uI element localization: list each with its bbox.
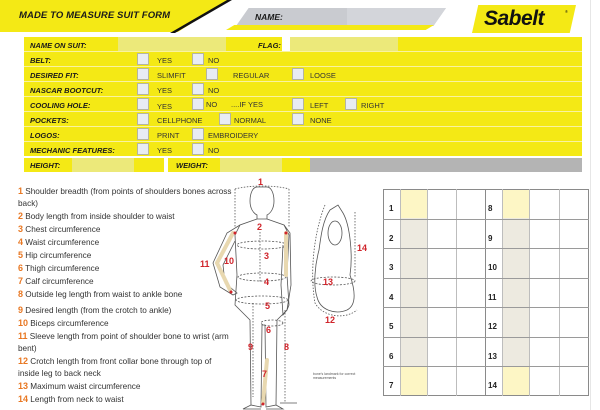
col-line: [502, 189, 503, 396]
row-number: 3: [389, 263, 394, 272]
cooling-hole-label: COOLING HOLE:: [30, 101, 91, 110]
figure-label-9: 9: [248, 342, 254, 352]
legend-item: 14 Length from neck to waist: [18, 394, 124, 404]
registered-mark: ®: [565, 9, 568, 14]
legend-item: 5 Hip circumference: [18, 250, 92, 260]
grey-bar: [310, 158, 582, 172]
legend-item: 2 Body length from inside shoulder to waist: [18, 211, 175, 221]
col-line: [427, 189, 428, 396]
row-number: 13: [488, 352, 497, 361]
form-title: MADE TO MEASURE SUIT FORM: [19, 10, 171, 21]
cooling-left-label: LEFT: [310, 101, 329, 110]
figure-label-13: 13: [323, 277, 334, 287]
flag-label: FLAG:: [258, 41, 281, 50]
bootcut-no-label: NO: [208, 86, 220, 95]
pockets-normal-checkbox[interactable]: [219, 113, 231, 125]
row-line: [383, 337, 589, 338]
row-line: [383, 307, 589, 308]
flag-input[interactable]: [290, 37, 398, 51]
row-line: [383, 219, 589, 220]
belt-label: BELT:: [30, 56, 51, 65]
mechanic-yes-label: YES: [157, 146, 173, 155]
figure-label-4: 4: [264, 277, 270, 287]
figure-label-3: 3: [264, 251, 270, 261]
bootcut-no-checkbox[interactable]: [192, 83, 204, 95]
row-divider: [24, 111, 282, 112]
row-divider: [282, 96, 582, 97]
nascar-bootcut-label: NASCAR BOOTCUT:: [30, 86, 104, 95]
row-number: 5: [389, 322, 394, 331]
row-number: 12: [488, 322, 497, 331]
row-divider: [24, 141, 282, 142]
mechanic-no-label: NO: [208, 146, 220, 155]
figure-label-10: 10: [224, 256, 235, 266]
row-divider: [282, 141, 582, 142]
row-divider: [24, 66, 282, 67]
pockets-normal-label: NORMAL: [234, 116, 267, 125]
row-divider: [24, 96, 282, 97]
row-number: 2: [389, 234, 394, 243]
legend-item: 1 Shoulder breadth (from points of shoulders bones across back): [18, 186, 232, 208]
row-line: [383, 366, 589, 367]
row-number: 1: [389, 204, 394, 213]
fit-regular-checkbox[interactable]: [206, 68, 218, 80]
row-divider: [282, 81, 582, 82]
pockets-cellphone-label: CELLPHONE: [157, 116, 203, 125]
legend-item: 11 Sleeve length from point of shoulder bone to wrist (arm bent): [18, 331, 229, 353]
row-divider: [24, 81, 282, 82]
col-line: [456, 189, 457, 396]
row-divider: [282, 111, 582, 112]
height-input[interactable]: [72, 158, 134, 172]
mechanic-features-label: MECHANIC FEATURES:: [30, 146, 115, 155]
figure-label-14: 14: [357, 243, 368, 253]
figure-label-11: 11: [200, 259, 210, 269]
bootcut-yes-checkbox[interactable]: [137, 83, 149, 95]
cooling-no-checkbox[interactable]: [192, 98, 204, 110]
legend-item: 6 Thigh circumference: [18, 263, 100, 273]
legend-item: 4 Waist circumference: [18, 237, 100, 247]
legend-item: 7 Calf circumference: [18, 276, 94, 286]
cooling-no-label: NO: [206, 100, 218, 109]
measurement-table: [383, 189, 600, 396]
figure-label-7: 7: [262, 369, 268, 379]
belt-no-label: NO: [208, 56, 220, 65]
row-divider: [282, 126, 582, 127]
fit-slimfit-label: SLIMFIT: [157, 71, 186, 80]
row-divider: [24, 51, 282, 52]
row-divider: [282, 66, 582, 67]
mechanic-no-checkbox[interactable]: [192, 143, 204, 155]
pockets-cellphone-checkbox[interactable]: [137, 113, 149, 125]
fit-slimfit-checkbox[interactable]: [137, 68, 149, 80]
row-number: 10: [488, 263, 497, 272]
pockets-none-label: NONE: [310, 116, 332, 125]
legend-item: 9 Desired length (from the crotch to ankle): [18, 305, 172, 315]
logos-print-label: PRINT: [157, 131, 180, 140]
name-input[interactable]: [347, 8, 455, 26]
row-number: 7: [389, 381, 394, 390]
name-on-suit-label: NAME ON SUIT:: [30, 41, 87, 50]
legend-item: 3 Chest circumference: [18, 224, 101, 234]
page-edge: [590, 0, 600, 410]
row-number: 6: [389, 352, 394, 361]
legend-item: 8 Outside leg length from waist to ankle bone: [18, 289, 183, 299]
bootcut-yes-label: YES: [157, 86, 173, 95]
pockets-label: POCKETS:: [30, 116, 69, 125]
desired-fit-label: DESIRED FIT:: [30, 71, 79, 80]
col-line: [400, 189, 401, 396]
fit-loose-checkbox[interactable]: [292, 68, 304, 80]
cooling-yes-checkbox[interactable]: [137, 98, 149, 110]
mechanic-yes-checkbox[interactable]: [137, 143, 149, 155]
name-underline: [226, 25, 434, 30]
figure-label-12: 12: [325, 315, 336, 325]
fit-loose-label: LOOSE: [310, 71, 336, 80]
col-line: [485, 189, 486, 396]
figure-label-8: 8: [284, 342, 290, 352]
figure-label-6: 6: [266, 325, 272, 335]
flag-end: [398, 37, 582, 51]
fit-regular-label: REGULAR: [233, 71, 270, 80]
row-divider: [282, 51, 582, 52]
row-number: 8: [488, 204, 493, 213]
legend-item: 13 Maximum waist circumference: [18, 381, 141, 391]
height-label: HEIGHT:: [30, 161, 61, 170]
legend-item: 12 Crotch length from front collar bone through top of inside leg to back neck: [18, 356, 212, 378]
name-label: NAME:: [255, 12, 283, 22]
weight-input[interactable]: [220, 158, 282, 172]
figure-label-1: 1: [258, 177, 264, 187]
row-number: 9: [488, 234, 493, 243]
logos-label: LOGOS:: [30, 131, 60, 140]
legend-item: 10 Biceps circumference: [18, 318, 109, 328]
name-on-suit-input[interactable]: [118, 37, 226, 51]
cooling-yes-label: YES: [157, 102, 173, 111]
col-line: [529, 189, 530, 396]
cooling-right-checkbox[interactable]: [345, 98, 357, 110]
logos-print-checkbox[interactable]: [137, 128, 149, 140]
belt-yes-checkbox[interactable]: [137, 53, 149, 65]
row-line: [383, 278, 589, 279]
logos-embroidery-label: EMBROIDERY: [208, 131, 259, 140]
belt-no-checkbox[interactable]: [192, 53, 204, 65]
row-number: 11: [488, 293, 497, 302]
row-line: [383, 248, 589, 249]
landmark-note: bone's landmark for correct measurements: [313, 372, 356, 380]
weight-label: WEIGHT:: [176, 161, 208, 170]
row-number: 4: [389, 293, 394, 302]
col-line: [559, 189, 560, 396]
cooling-right-label: RIGHT: [361, 101, 385, 110]
figure-label-5: 5: [265, 301, 271, 311]
row-number: 14: [488, 381, 497, 390]
cooling-if-yes-label: ....IF YES: [231, 100, 263, 109]
cooling-left-checkbox[interactable]: [292, 98, 304, 110]
logos-embroidery-checkbox[interactable]: [192, 128, 204, 140]
figure-label-2: 2: [257, 222, 263, 232]
row-divider: [24, 126, 282, 127]
belt-yes-label: YES: [157, 56, 173, 65]
logo-text: Sabelt: [484, 7, 545, 30]
pockets-none-checkbox[interactable]: [292, 113, 304, 125]
